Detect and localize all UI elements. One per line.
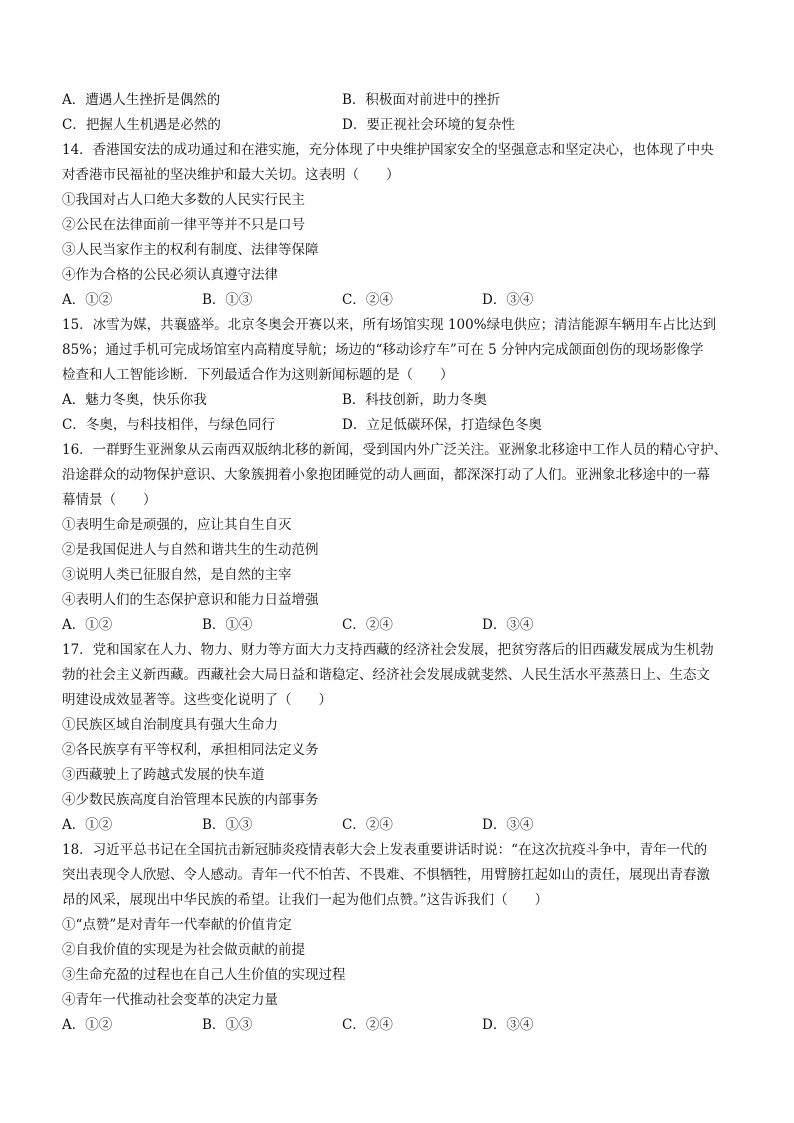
statement: ①“点赞”是对青年一代奉献的价值肯定 [62, 917, 292, 933]
option-d: D．③④ [482, 617, 534, 633]
option-c: C．②④ [342, 1017, 393, 1033]
option-d: D．③④ [482, 817, 534, 833]
question-16 [62, 438, 734, 638]
question-stem-line: 昂的风采，展现出中华民族的希望。让我们一起为他们点赞。”这告诉我们（ ） [62, 892, 549, 908]
option-d: D．③④ [482, 292, 534, 308]
q13-option-c: C．把握人生机遇是必然的 [62, 117, 221, 133]
option-a: A．①② [62, 817, 113, 833]
options-row [62, 288, 734, 313]
statement: ④青年一代推动社会变革的决定力量 [62, 992, 278, 1008]
options-row [62, 613, 734, 638]
statement: ④表明人们的生态保护意识和能力日益增强 [62, 592, 319, 608]
option-a: A．①② [62, 292, 113, 308]
statement: ②自我价值的实现是为社会做贡献的前提 [62, 942, 305, 958]
statement: ①表明生命是顽强的，应让其自生自灭 [62, 517, 292, 533]
options-row [62, 1013, 734, 1038]
question-stem-line: 85%；通过手机可完成场馆室内高精度导航；场边的“移动诊疗车”可在 5 分钟内完成颌面创伤的现场影像学 [62, 342, 704, 358]
option-b: B．①③ [202, 292, 253, 308]
option-d: D．③④ [482, 1017, 534, 1033]
q13-option-d: D．要正视社会环境的复杂性 [342, 117, 515, 133]
q13-options-row-2 [62, 113, 734, 138]
option-b: B．①④ [202, 617, 253, 633]
question-stem-line: 18．习近平总书记在全国抗击新冠肺炎疫情表彰大会上发表重要讲话时说：“在这次抗疫斗争中，青年一代的 [62, 842, 708, 858]
statement: ③西藏驶上了跨越式发展的快车道 [62, 767, 265, 783]
statement: ④作为合格的公民必须认真遵守法律 [62, 267, 278, 283]
option-b: B．①③ [202, 817, 253, 833]
options-row [62, 413, 734, 438]
options-row [62, 813, 734, 838]
statement: ③人民当家作主的权利有制度、法律等保障 [62, 242, 319, 258]
question-stem-line: 14．香港国安法的成功通过和在港实施，充分体现了中央维护国家安全的坚强意志和坚定决心，也体现了中央 [62, 142, 714, 158]
option-a: A．①② [62, 617, 113, 633]
question-stem-line: 沿途群众的动物保护意识、大象簇拥着小象抱团睡觉的动人画面，都深深打动了人们。亚洲象北移途中的一幕 [62, 467, 710, 483]
option-c: C．②④ [342, 617, 393, 633]
option-d: D．立足低碳环保，打造绿色冬奥 [342, 417, 542, 433]
question-15 [62, 313, 734, 438]
statement: ②各民族享有平等权利，承担相同法定义务 [62, 742, 319, 758]
statement: ①我国对占人口绝大多数的人民实行民主 [62, 192, 305, 208]
q13-option-a: A．遭遇人生挫折是偶然的 [62, 92, 221, 108]
question-18 [62, 838, 734, 1038]
question-stem-line: 对香港市民福祉的坚决维护和最大关切。这表明（ ） [62, 167, 400, 183]
question-stem-line: 勃的社会主义新西藏。西藏社会大局日益和谐稳定、经济社会发展成就斐然、人民生活水平蒸蒸日上、生态文 [62, 667, 710, 683]
question-stem-line: 16．一群野生亚洲象从云南西双版纳北移的新闻，受到国内外广泛关注。亚洲象北移途中工作人员的精心守护、 [62, 442, 728, 458]
statement: ②是我国促进人与自然和谐共生的生动范例 [62, 542, 319, 558]
statement: ①民族区域自治制度具有强大生命力 [62, 717, 278, 733]
q13-options-row-1 [62, 88, 734, 113]
statement: ③生命充盈的过程也在自己人生价值的实现过程 [62, 967, 346, 983]
question-stem-line: 突出表现令人欣慰、令人感动。青年一代不怕苦、不畏难、不惧牺牲，用臂膀扛起如山的责任，展现出青春激 [62, 867, 710, 883]
option-c: C．②④ [342, 292, 393, 308]
question-stem-line: 明建设成效显著等。这些变化说明了（ ） [62, 692, 332, 708]
question-17 [62, 638, 734, 838]
option-b: B．①③ [202, 1017, 253, 1033]
question-stem-line: 15．冰雪为媒，共襄盛举。北京冬奥会开赛以来，所有场馆实现 100%绿电供应；清洁能源车辆用车占比达到 [62, 317, 717, 333]
statement: ④少数民族高度自治管理本民族的内部事务 [62, 792, 319, 808]
statement: ②公民在法律面前一律平等并不只是口号 [62, 217, 305, 233]
option-b: B．科技创新，助力冬奥 [342, 392, 487, 408]
options-row [62, 388, 734, 413]
q13-option-b: B．积极面对前进中的挫折 [342, 92, 501, 108]
question-stem-line: 17．党和国家在人力、物力、财力等方面大力支持西藏的经济社会发展，把贫穷落后的旧西藏发展成为生机勃 [62, 642, 714, 658]
exam-page [62, 88, 734, 1038]
option-c: C．冬奥，与科技相伴，与绿色同行 [62, 417, 275, 433]
question-stem-line: 幕情景（ ） [62, 492, 157, 508]
option-c: C．②④ [342, 817, 393, 833]
statement: ③说明人类已征服自然，是自然的主宰 [62, 567, 292, 583]
option-a: A．①② [62, 1017, 113, 1033]
question-stem-line: 检查和人工智能诊断．下列最适合作为这则新闻标题的是（ ） [62, 367, 454, 383]
option-a: A．魅力冬奥，快乐你我 [62, 392, 207, 408]
question-14 [62, 138, 734, 313]
